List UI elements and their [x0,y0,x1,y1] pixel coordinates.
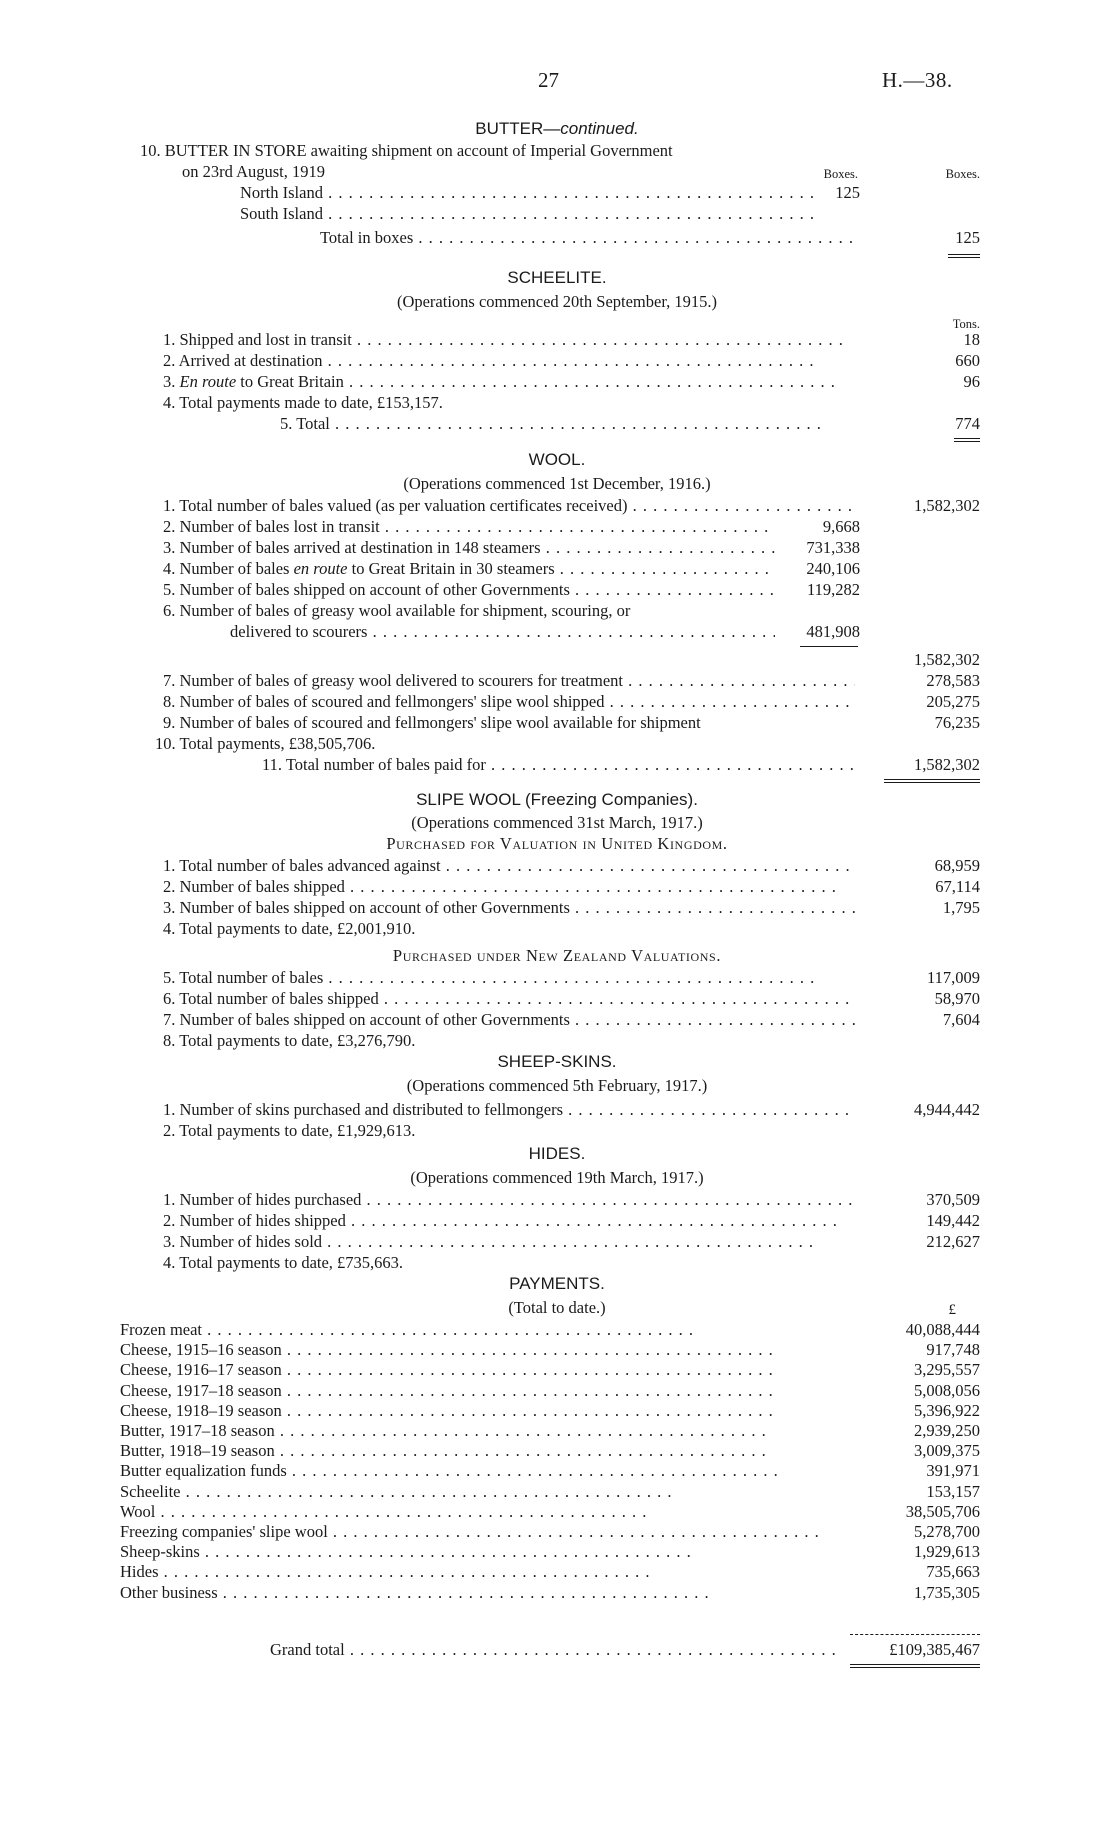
slipe-row-label: 5. Total number of bales . . [163,968,855,988]
hides-heading: HIDES. [528,1144,586,1163]
butter-title-line2: on 23rd August, 1919 [182,162,326,181]
wool-row [0,692,1114,713]
hides-row-label: 3. Number of hides sold . . [163,1232,855,1252]
payments-row-label: Cheese, 1915–16 season . . [120,1340,855,1360]
payments-row-label: Butter equalization funds . . [120,1461,855,1481]
page-number: 27 [538,68,559,92]
rule [850,1634,980,1635]
wool-row [0,559,1114,580]
sheepskins-row-label: 1. Number of skins purchased and distributed to fellmongers . . [163,1100,855,1120]
butter-row-label: North Island . . [240,183,852,203]
scheelite-row-label: 2. Arrived at destination . . [163,351,875,371]
hides-row-label: 2. Number of hides shipped . . [163,1211,855,1231]
scheelite-row-label [163,372,875,392]
label-part: 4. Number of bales [163,559,294,578]
wool-payments: 10. Total payments, £38,505,706. [155,734,376,753]
slipe-group2-heading: Purchased under New Zealand Valuations. [392,946,722,965]
payments-row [0,1340,1114,1361]
wool-heading: WOOL. [528,450,586,469]
payments-heading: PAYMENTS. [509,1274,605,1293]
wool-row-value: 9,668 [822,517,860,536]
slipe-row-label: 3. Number of bales shipped on account of other Governments . . [163,898,855,918]
butter-row-value: 125 [835,183,860,202]
butter-heading-suffix: —continued. [543,119,639,138]
slipe-row [0,898,1114,919]
slipe-row-label: 1. Total number of bales advanced against . . [163,856,855,876]
hides-row-value: 370,509 [926,1190,980,1209]
payments-row [0,1461,1114,1482]
butter-total-row [0,228,1114,249]
double-rule [954,438,980,442]
payments-row-label: Cheese, 1916–17 season . . [120,1360,855,1380]
payments-row-label: Scheelite . . [120,1482,855,1502]
slipe-row [0,989,1114,1010]
butter-title-line1: BUTTER IN STORE awaiting shipment on account of Imperial Government [164,141,673,160]
wool-row-value: 240,106 [806,559,860,578]
wool-total-label: 11. Total number of bales paid for . . [262,755,855,775]
payments-row-label: Sheep-skins . . [120,1542,855,1562]
wool-row [0,622,1114,643]
butter-heading [0,119,1114,139]
payments-row [0,1502,1114,1523]
slipe-payments1: 4. Total payments to date, £2,001,910. [163,919,416,938]
slipe-row-label: 6. Total number of bales shipped . . [163,989,855,1009]
wool-subtotal-value: 1,582,302 [914,650,980,669]
payments-grand-total-row [0,1640,1114,1661]
double-rule [948,254,980,258]
label-part: to Great Britain in 30 steamers [347,559,555,578]
payments-row [0,1482,1114,1503]
scheelite-total-value: 774 [955,414,980,433]
wool-row-value: 731,338 [806,538,860,557]
butter-row-label: South Island . . [240,204,860,224]
payments-row-value: 391,971 [926,1461,980,1481]
payments-row-label: Hides . . [120,1562,855,1582]
sheepskins-row [0,1100,1114,1121]
slipe-row [0,968,1114,989]
payments-row-label: Freezing companies' slipe wool . . [120,1522,855,1542]
payments-row-value: 1,929,613 [914,1542,980,1562]
scheelite-row [0,351,1114,372]
hides-row-value: 212,627 [926,1232,980,1251]
hides-row-label: 1. Number of hides purchased . . [163,1190,855,1210]
payments-row-value: 3,009,375 [914,1441,980,1461]
slipe-row-value: 117,009 [926,968,980,987]
slipe-row [0,1010,1114,1031]
wool-subheading: (Operations commenced 1st December, 1916.) [403,474,711,493]
payments-row [0,1381,1114,1402]
payments-row-value: 40,088,444 [905,1320,980,1339]
slipe-row-label: 7. Number of bales shipped on account of other Governments . . [163,1010,855,1030]
payments-row [0,1542,1114,1563]
scheelite-total-label: 5. Total . . [280,414,890,434]
sheepskins-heading: SHEEP-SKINS. [497,1052,617,1071]
payments-grand-total-label: Grand total . . [270,1640,855,1660]
wool-row-label: 8. Number of bales of scoured and fellmongers' slipe wool shipped . . [163,692,855,712]
payments-row [0,1583,1114,1604]
scheelite-row-label: 1. Shipped and lost in transit . . [163,330,875,350]
wool-row-value: 481,908 [806,622,860,641]
wool-row6-line1: 6. Number of bales of greasy wool available for shipment, scouring, or [163,601,631,620]
payments-row-value: 153,157 [926,1481,980,1501]
double-rule [850,1664,980,1668]
label-italic: en route [293,559,348,578]
wool-row-label: 3. Number of bales arrived at destination in 148 steamers . . [163,538,775,558]
scheelite-row-value: 18 [963,330,980,349]
slipe-group1-heading: Purchased for Valuation in United Kingdom. [386,834,728,853]
hides-subheading: (Operations commenced 19th March, 1917.) [410,1168,704,1187]
payments-row-value: 3,295,557 [914,1360,980,1380]
wool-row-label: 9. Number of bales of scoured and fellmongers' slipe wool available for shipment [163,713,701,732]
butter-row [0,183,1114,204]
scheelite-unit: Tons. [952,317,980,331]
wool-row-label: 1. Total number of bales valued (as per valuation certificates received) . . [163,496,855,516]
payments-row [0,1421,1114,1442]
payments-row-label: Cheese, 1917–18 season . . [120,1381,855,1401]
wool-row-value: 205,275 [926,692,980,711]
scheelite-payments: 4. Total payments made to date, £153,157. [163,393,443,412]
slipe-row-value: 1,795 [942,898,980,917]
wool-row-value: 119,282 [806,580,860,599]
hides-row [0,1211,1114,1232]
hides-row [0,1232,1114,1253]
payments-row-label: Wool . . [120,1502,855,1522]
wool-row [0,671,1114,692]
butter-col-header-2: Boxes. [945,167,980,181]
wool-row-label: 2. Number of bales lost in transit . . [163,517,775,537]
scheelite-heading: SCHEELITE. [507,268,607,287]
wool-row-label: delivered to scourers . . [230,622,775,642]
payments-currency-header: £ [948,1302,956,1318]
wool-total-row [0,755,1114,776]
butter-total-label: Total in boxes . . [320,228,860,248]
payments-row-value: 38,505,706 [905,1501,980,1521]
label-part: 3. [163,372,180,391]
scheelite-total-row [0,414,1114,435]
butter-item-number: 10. [140,141,161,160]
hides-row [0,1190,1114,1211]
payments-row-label: Frozen meat . . [120,1320,855,1340]
scheelite-subheading: (Operations commenced 20th September, 1915.) [396,292,718,311]
butter-col-header-1: Boxes. [823,167,858,181]
slipe-row-value: 7,604 [942,1010,980,1029]
payments-row-value: 735,663 [926,1562,980,1582]
document-reference: H.—38. [882,68,953,92]
payments-row-value: 5,396,922 [914,1400,980,1420]
slipe-payments2: 8. Total payments to date, £3,276,790. [163,1031,416,1050]
butter-total-value: 125 [955,228,980,247]
hides-payments: 4. Total payments to date, £735,663. [163,1253,404,1272]
payments-row [0,1360,1114,1381]
butter-item-title [140,141,673,161]
slipe-row [0,877,1114,898]
wool-row [0,517,1114,538]
slipe-row-label: 2. Number of bales shipped . . [163,877,855,897]
payments-row-label: Other business . . [120,1583,855,1603]
butter-heading-text: BUTTER [475,119,544,138]
sheepskins-payments: 2. Total payments to date, £1,929,613. [163,1121,416,1140]
payments-subheading: (Total to date.) [508,1298,606,1317]
payments-row-value: 2,939,250 [914,1421,980,1440]
scheelite-row [0,372,1114,393]
slipe-heading: SLIPE WOOL (Freezing Companies). [416,790,698,809]
wool-row [0,713,1114,734]
slipe-subheading: (Operations commenced 31st March, 1917.) [411,813,703,832]
payments-row [0,1320,1114,1341]
payments-row-value: 5,008,056 [914,1380,980,1400]
wool-row [0,538,1114,559]
payments-row-value: 5,278,700 [914,1522,980,1541]
payments-row-value: 917,748 [926,1340,980,1360]
sheepskins-subheading: (Operations commenced 5th February, 1917.) [406,1076,708,1095]
double-rule [884,779,980,783]
payments-grand-total-value: £109,385,467 [889,1640,980,1659]
hides-row-value: 149,442 [926,1211,980,1230]
sheepskins-row-value: 4,944,442 [914,1100,980,1119]
payments-row-label: Butter, 1917–18 season . . [120,1421,855,1441]
wool-row-value: 1,582,302 [914,496,980,515]
wool-row [0,580,1114,601]
wool-row [0,496,1114,517]
butter-row [0,204,1114,225]
payments-row-label: Cheese, 1918–19 season . . [120,1401,855,1421]
wool-row-value: 278,583 [926,671,980,690]
payments-row [0,1562,1114,1583]
payments-row-value: 1,735,305 [914,1582,980,1602]
rule [800,646,858,647]
slipe-row-value: 67,114 [935,877,980,896]
wool-total-value: 1,582,302 [914,755,980,774]
wool-row-label: 7. Number of bales of greasy wool delivered to scourers for treatment . . [163,671,855,691]
scheelite-row [0,330,1114,351]
payments-row-label: Butter, 1918–19 season . . [120,1441,855,1461]
slipe-row-value: 68,959 [934,856,980,875]
label-part: to Great Britain [236,372,344,391]
wool-row-value: 76,235 [934,713,980,732]
slipe-row-value: 58,970 [934,989,980,1008]
payments-row [0,1522,1114,1543]
scheelite-row-value: 96 [963,372,980,391]
scheelite-row-value: 660 [955,351,980,370]
wool-row-label: 5. Number of bales shipped on account of other Governments . . [163,580,775,600]
label-italic: En route [179,372,237,391]
wool-row-label [163,559,775,579]
payments-row [0,1401,1114,1422]
slipe-row [0,856,1114,877]
payments-row [0,1441,1114,1462]
wool-subtotal-row [0,650,1114,671]
